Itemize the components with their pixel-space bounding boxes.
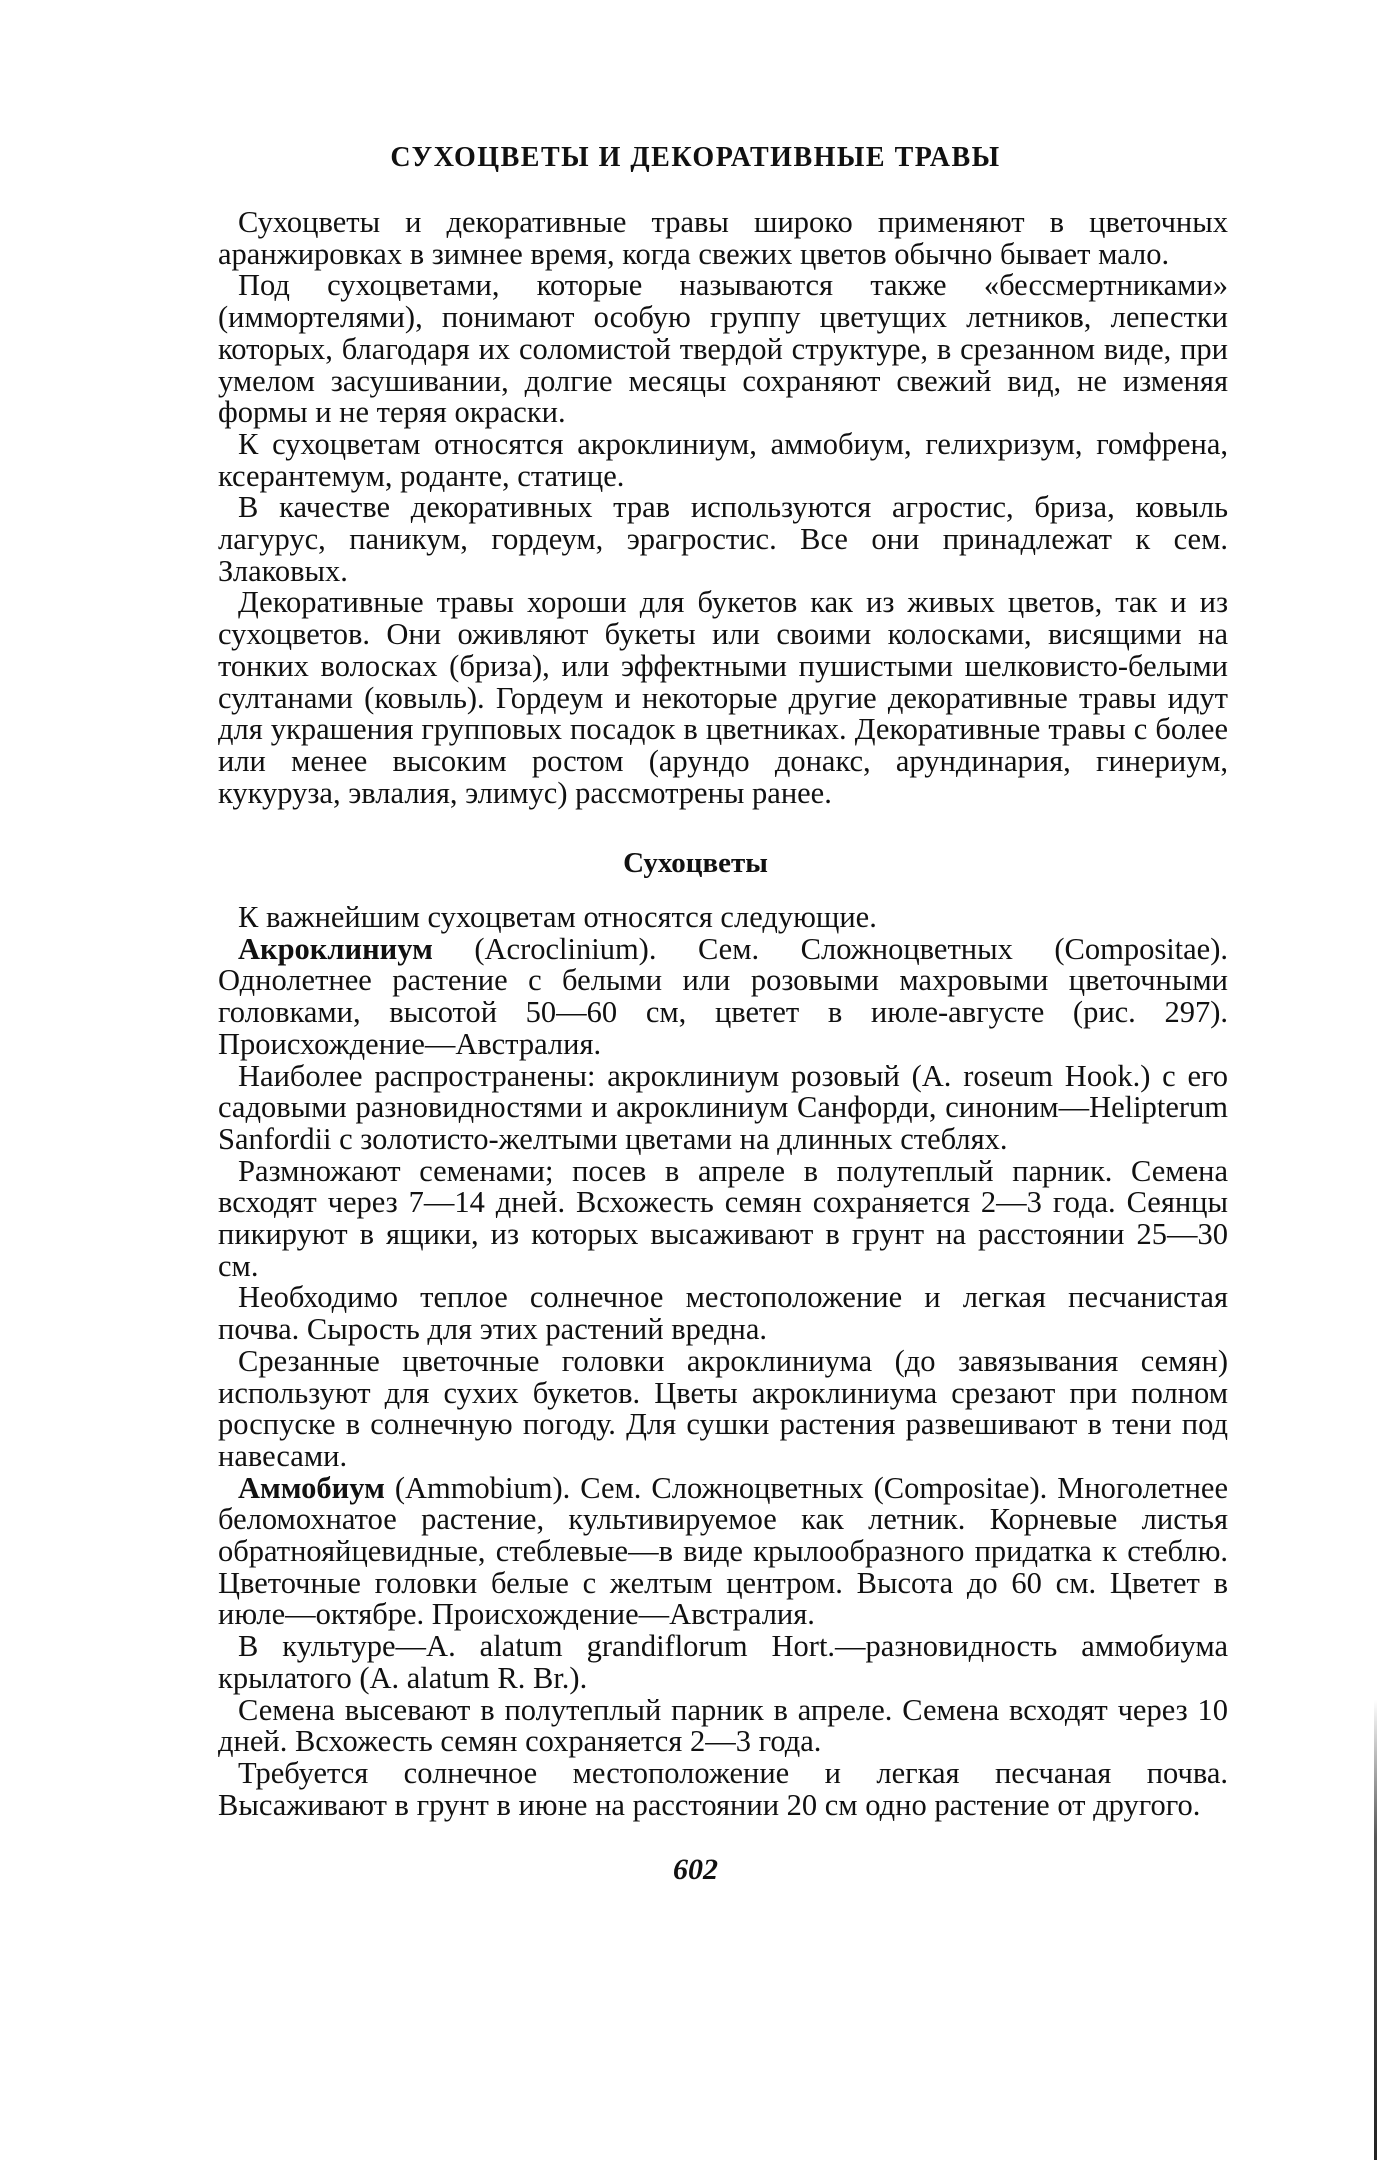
plant-term: Аммобиум <box>238 1470 385 1505</box>
main-text <box>218 902 1228 1821</box>
paragraph: Под сухоцветами, которые называются также «бессмертниками» (иммортелями), понимают особую группу цветущих летников, лепестки которых, благодаря их соломистой твердой структуре, в срезанном виде, при умелом засушивании, долгие месяцы сохраняют свежий вид, не изменяя формы и не теряя окраски. <box>218 268 1228 430</box>
paragraph: К важнейшим сухоцветам относятся следующие. <box>238 900 877 934</box>
paragraph: Декоративные травы хороши для букетов как из живых цветов, так и из сухоцветов. Они оживляют букеты или своими колосками, висящими на тонких волосках (бриза), или эффектными пушистыми шелковисто-белыми султанами (ковыль). Гордеум и некоторые другие декоративные травы идут для украшения групповых посадок в цветниках. Декоративные травы с более или менее высоким ростом (арундо донакс, арундинария, гинериум, кукуруза, эвлалия, элимус) рассмотрены ранее. <box>218 585 1228 810</box>
paragraph: Размножают семенами; посев в апреле в полутеплый парник. Семена всходят через 7—14 дней. Всхожесть семян сохраняется 2—3 года. Сеянцы пикируют в ящики, из которых высаживают в грунт на расстоянии 25—30 см. <box>218 1153 1228 1283</box>
paragraph: Сухоцветы и декоративные травы широко применяют в цветочных аранжировках в зимнее время, когда свежих цветов обычно бывает мало. <box>218 205 1228 271</box>
section-heading: СУХОЦВЕТЫ И ДЕКОРАТИВНЫЕ ТРАВЫ <box>390 142 1001 173</box>
paragraph <box>218 1470 1228 1632</box>
paragraph: Семена высевают в полутеплый парник в апреле. Семена всходят через 10 дней. Всхожесть семян сохраняется 2—3 года. <box>218 1692 1228 1759</box>
subsection-heading: Сухоцветы <box>623 847 768 879</box>
intro-text <box>218 207 1228 809</box>
paragraph-text: (Acroclinium). Сем. Сложноцветных (Compositae). Однолетнее растение с белыми или розовыми махровыми цветочными головками, высотой 50—60 см, цветет в июле-августе (рис. 297). Происхождение—Австралия. <box>218 931 1228 1061</box>
paragraph <box>218 931 1228 1061</box>
paragraph: Необходимо теплое солнечное местоположение и легкая песчанистая почва. Сырость для этих растений вредна. <box>218 1280 1228 1347</box>
plant-term: Акроклиниум <box>238 931 433 966</box>
paragraph: В качестве декоративных трав используются агростис, бриза, ковыль лагурус, паникум, гордеум, эрагростис. Все они принадлежат к сем. Злаковых. <box>218 490 1228 588</box>
paragraph: Требуется солнечное местоположение и легкая песчаная почва. Высаживают в грунт в июне на расстоянии 20 см одно растение от другого. <box>218 1755 1228 1822</box>
page-number: 602 <box>673 1853 718 1886</box>
paragraph: К сухоцветам относятся акроклиниум, аммобиум, гелихризум, гомфрена, ксерантемум, роданте, статице. <box>218 426 1228 493</box>
scan-edge <box>1374 1700 1377 2160</box>
paragraph-text: (Ammobium). Сем. Сложноцветных (Compositae). Многолетнее беломохнатое растение, культивируемое как летник. Корневые листья обратнояйцевидные, стеблевые—в виде крылообразного придатка к стеблю. Цветочные головки белые с желтым центром. Высота до 60 см. Цветет в июле—октябре. Происхождение—Австралия. <box>218 1470 1228 1632</box>
paragraph: Срезанные цветочные головки акроклиниума (до завязывания семян) используют для сухих букетов. Цветы акроклиниума срезают при полном роспуске в солнечную погоду. Для сушки растения развешивают в тени под навесами. <box>218 1343 1228 1473</box>
paragraph: Наиболее распространены: акроклиниум розовый (A. roseum Hook.) с его садовыми разновидностями и акроклиниум Санфорди, синоним—Helipterum Sanfordii с золотисто-желтыми цветами на длинных стеблях. <box>218 1058 1228 1156</box>
paragraph: В культуре—A. alatum grandiflorum Hort.—разновидность аммобиума крылатого (A. alatum R. Br.). <box>218 1629 1228 1695</box>
